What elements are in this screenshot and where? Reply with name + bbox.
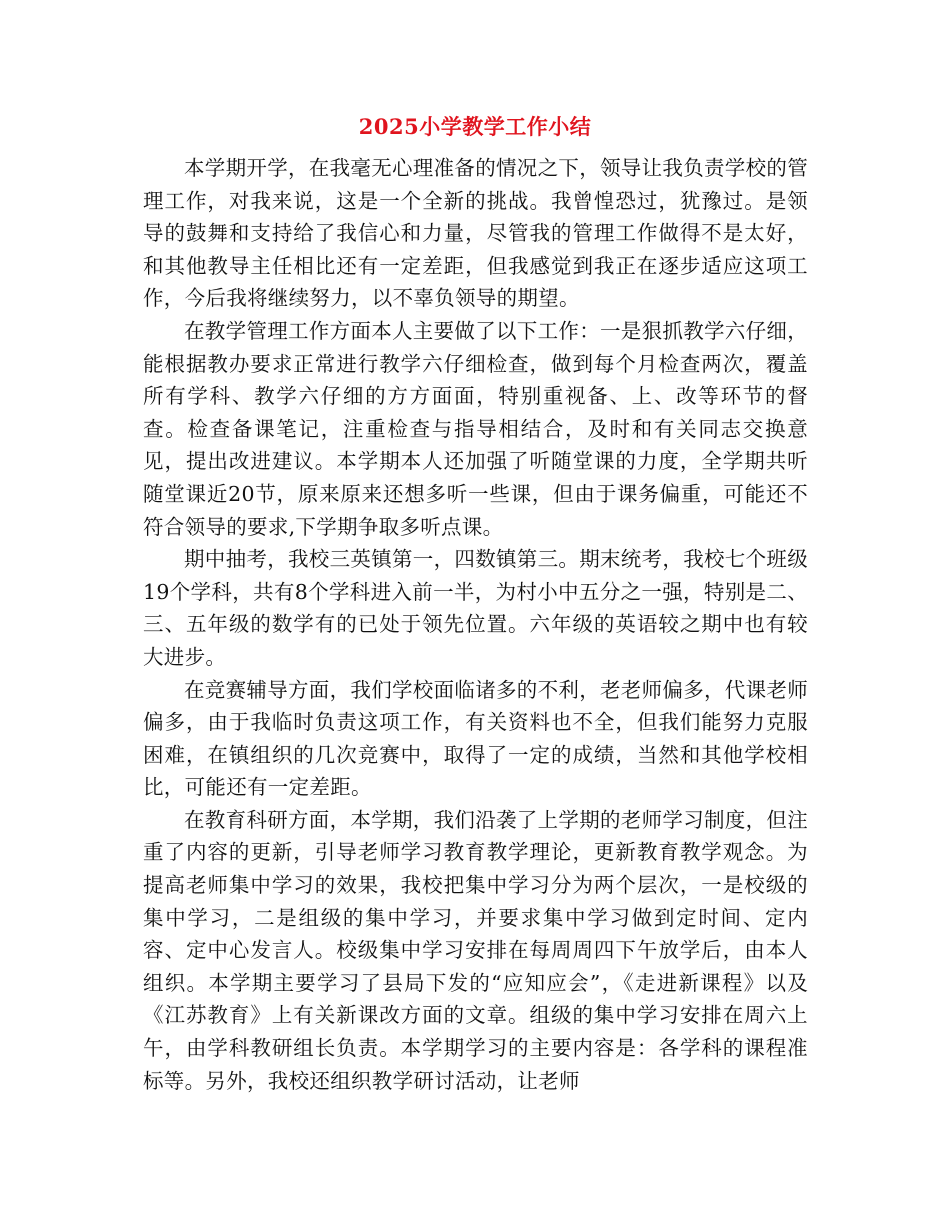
paragraph-4: 在竞赛辅导方面，我们学校面临诸多的不利，老老师偏多，代课老师偏多，由于我临时负责这项工作，有关资料也不全，但我们能努力克服困难，在镇组织的几次竞赛中，取得了一定的成绩，当然和其他学校相比，可能还有一定差距。: [143, 677, 808, 800]
document-title: 2025小学教学工作小结: [358, 114, 592, 139]
paragraph-3: 期中抽考，我校三英镇第一，四数镇第三。期末统考，我校七个班级19个学科，共有8个学科进入前一半，为村小中五分之一强，特别是二、三、五年级的数学有的已处于领先位置。六年级的英语较之期中也有较大进步。: [143, 547, 808, 669]
document-body: [143, 152, 808, 1097]
paragraph-2: 在教学管理工作方面本人主要做了以下工作：一是狠抓教学六仔细，能根据教办要求正常进行教学六仔细检查，做到每个月检查两次，覆盖所有学科、教学六仔细的方方面面，特别重视备、上、改等环节的督查。检查备课笔记，注重检查与指导相结合，及时和有关同志交换意见，提出改进建议。本学期本人还加强了听随堂课的力度，全学期共听随堂课近20节，原来原来还想多听一些课，但由于课务偏重，可能还不符合领导的要求,下学期争取多听点课。: [143, 318, 808, 539]
paragraph-1: 本学期开学，在我毫无心理准备的情况之下，领导让我负责学校的管理工作，对我来说，这是一个全新的挑战。我曾惶恐过，犹豫过。是领导的鼓舞和支持给了我信心和力量，尽管我的管理工作做得不是太好，和其他教导主任相比还有一定差距，但我感觉到我正在逐步适应这项工作，今后我将继续努力，以不辜负领导的期望。: [143, 156, 808, 311]
paragraph-5: 在教育科研方面，本学期，我们沿袭了上学期的老师学习制度，但注重了内容的更新，引导老师学习教育教学理论，更新教育教学观念。为提高老师集中学习的效果，我校把集中学习分为两个层次，一是校级的集中学习，二是组级的集中学习，并要求集中学习做到定时间、定内容、定中心发言人。校级集中学习安排在每周周四下午放学后，由本人组织。本学期主要学习了县局下发的“应知应会”，《走进新课程》以及《江苏教育》上有关新课改方面的文章。组级的集中学习安排在周六上午，由学科教研组长负责。本学期学习的主要内容是：各学科的课程准标等。另外，我校还组织教学研讨活动，让老师: [143, 807, 808, 1093]
